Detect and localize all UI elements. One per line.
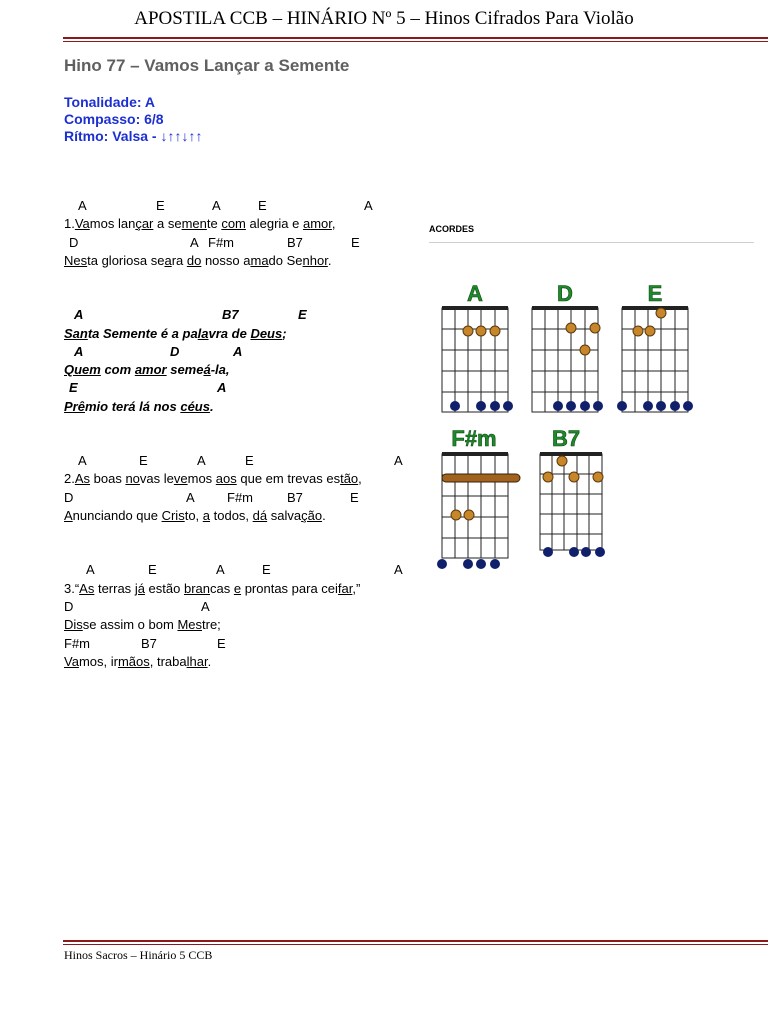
chord-diagram-fsharp-m (436, 424, 526, 574)
chord: E (217, 636, 226, 651)
lyric-line: Santa Semente é a palavra de Deus; (64, 326, 287, 341)
header-rule (63, 37, 768, 39)
chord: A (197, 453, 206, 468)
chord: F#m (64, 636, 90, 651)
page-header: APOSTILA CCB – HINÁRIO Nº 5 – Hinos Cifrados Para Violão (134, 8, 634, 29)
chord: D (64, 599, 74, 614)
chord-diagram-d (528, 280, 608, 420)
chord: E (139, 453, 148, 468)
chord: B7 (141, 636, 157, 651)
tonalidade: Tonalidade: A (64, 94, 155, 110)
chord: A (186, 490, 195, 505)
chord: B7 (222, 307, 239, 322)
chord: D (64, 490, 74, 505)
chord: A (201, 599, 210, 614)
lyric-line: Prêmio terá lá nos céus. (64, 399, 214, 414)
chord: E (351, 235, 360, 250)
chord: A (74, 344, 84, 359)
lyric-line: Nesta gloriosa seara do nosso amado Senhor. (64, 253, 332, 268)
chord-diagram-label: F#m (451, 426, 497, 451)
chord: E (69, 380, 78, 395)
ritmo-arrows: ↓↑↑↓↑↑ (160, 128, 203, 144)
chord: A (212, 198, 221, 213)
chord: B7 (287, 235, 303, 250)
chord: E (350, 490, 359, 505)
chord: A (78, 453, 87, 468)
chord: A (216, 562, 225, 577)
lyric-line: 3.“As terras já estão brancas e prontas para ceifar,” (64, 581, 361, 596)
compasso: Compasso: 6/8 (64, 111, 164, 127)
chord: A (217, 380, 227, 395)
acordes-rule (429, 242, 754, 243)
chord: E (258, 198, 267, 213)
chord: A (364, 198, 373, 213)
chord: A (394, 453, 403, 468)
chord: D (170, 344, 180, 359)
chord-diagram-label: B7 (551, 426, 581, 451)
lyric-line: 1.Vamos lançar a semente com alegria e amor, (64, 216, 336, 231)
hymn-title: Hino 77 – Vamos Lançar a Semente (64, 56, 350, 75)
chord: E (148, 562, 157, 577)
chord-diagram-b7 (536, 424, 616, 564)
chord: A (394, 562, 403, 577)
chord: A (190, 235, 199, 250)
chord: E (298, 307, 307, 322)
chord: F#m (208, 235, 234, 250)
chord: A (78, 198, 87, 213)
chord-diagram-e (616, 280, 696, 420)
chord: B7 (287, 490, 303, 505)
chord: A (86, 562, 95, 577)
chord-diagram-label: E (647, 281, 663, 306)
lyric-line: Vamos, irmãos, trabalhar. (64, 654, 212, 669)
chord: A (74, 307, 84, 322)
acordes-label: ACORDES (429, 224, 475, 234)
page-footer: Hinos Sacros – Hinário 5 CCB (64, 948, 213, 962)
chord-diagram-label: A (467, 281, 483, 306)
footer-rule (63, 940, 768, 942)
chord-diagram-a (438, 280, 518, 420)
lyric-line: 2.As boas novas levemos aos que em trevas estão, (64, 471, 362, 486)
footer-rule-thin (63, 944, 768, 945)
ritmo-label: Rítmo: Valsa - (64, 128, 161, 144)
ritmo (64, 128, 202, 144)
chord: F#m (227, 490, 253, 505)
chord: E (262, 562, 271, 577)
chord: D (69, 235, 79, 250)
chord-diagram-label: D (557, 281, 573, 306)
lyric-line: Anunciando que Cristo, a todos, dá salvação. (64, 508, 326, 523)
lyric-line: Quem com amor semeá-la, (64, 362, 230, 377)
chord: E (245, 453, 254, 468)
chord: A (233, 344, 243, 359)
header-rule-thin (63, 41, 768, 42)
lyric-line: Disse assim o bom Mestre; (64, 617, 221, 632)
chord: E (156, 198, 165, 213)
